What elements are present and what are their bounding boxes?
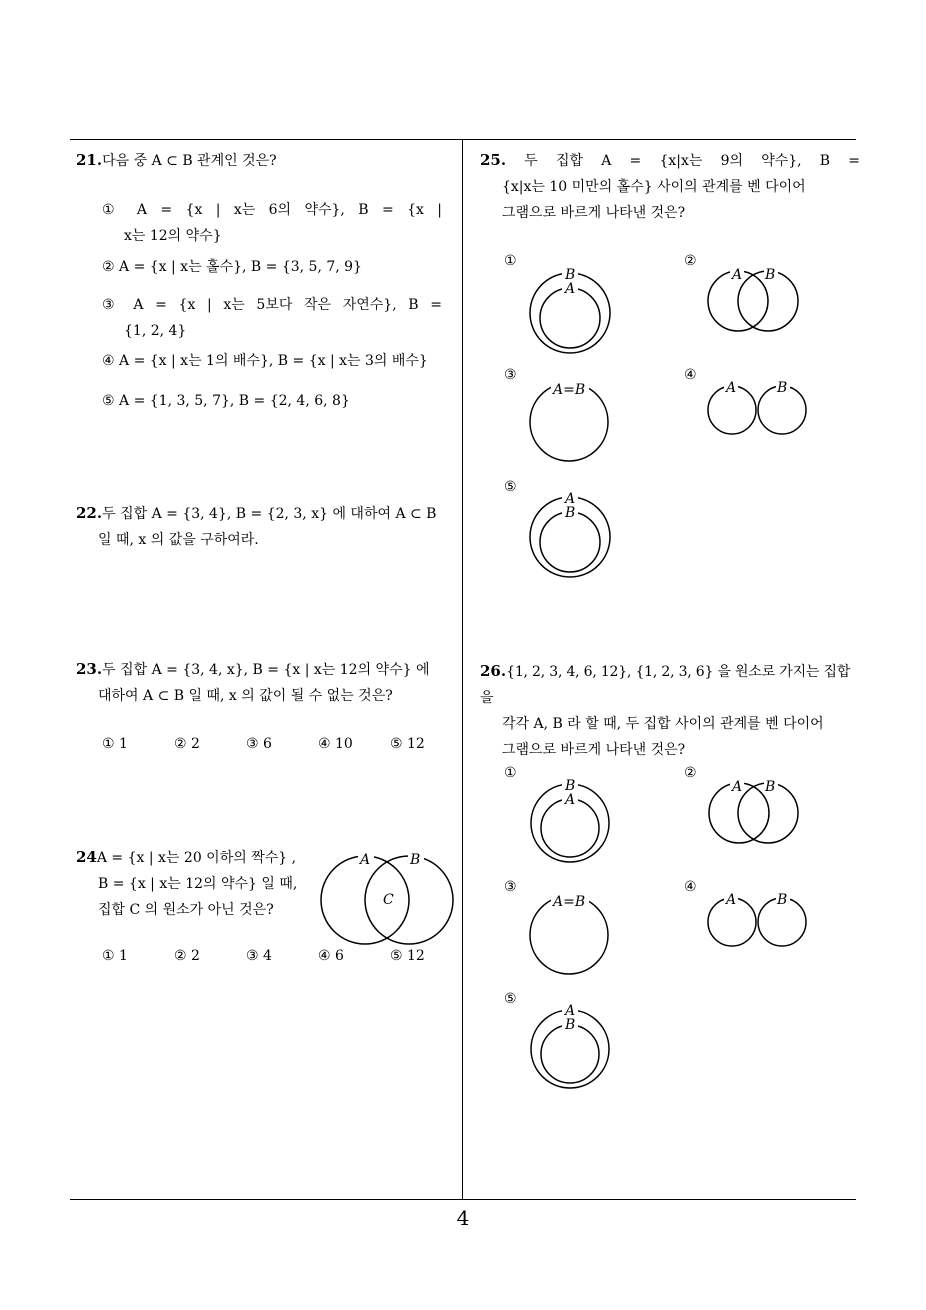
question-stem: 다음 중 A ⊂ B 관계인 것은? bbox=[102, 153, 277, 169]
venn-circle-inner bbox=[540, 288, 600, 348]
q25-option-3-mark[interactable]: ③ bbox=[504, 367, 517, 383]
question-line: 그램으로 바르게 나타낸 것은? bbox=[502, 742, 686, 758]
question-line: B = {x | x는 12의 약수} 일 때, bbox=[98, 876, 298, 892]
q25-option-4-mark[interactable]: ④ bbox=[684, 367, 697, 383]
q25-option-5-mark[interactable]: ⑤ bbox=[504, 479, 517, 495]
q21-option-4[interactable]: ④ A = {x | x는 1의 배수}, B = {x | x는 3의 배수} bbox=[102, 353, 428, 369]
q25-option-3-venn bbox=[525, 378, 621, 466]
venn-label-a: A bbox=[726, 380, 737, 396]
q26-option-3-mark[interactable]: ③ bbox=[504, 879, 517, 895]
option-line: ③ A = {x | x는 5보다 작은 자연수}, B = bbox=[102, 297, 442, 313]
question-line: 집합 C 의 원소가 아닌 것은? bbox=[98, 902, 274, 918]
question-line: 그램으로 바르게 나타낸 것은? bbox=[502, 205, 686, 221]
column-divider bbox=[462, 139, 463, 1200]
venn-label-outer: A bbox=[565, 1003, 576, 1019]
q21-option-3[interactable] bbox=[102, 292, 442, 344]
venn-label-inner: A bbox=[565, 792, 576, 808]
q21-option-2[interactable]: ② A = {x | x는 홀수}, B = {3, 5, 7, 9} bbox=[102, 259, 362, 275]
venn-label-inner: B bbox=[565, 1017, 576, 1033]
option-line: ① A = {x | x는 6의 약수}, B = {x | bbox=[102, 202, 442, 218]
venn-label-b: B bbox=[777, 380, 788, 396]
venn-circle-inner bbox=[541, 1025, 599, 1083]
question-line: {x|x는 10 미만의 홀수} 사이의 관계를 벤 다이어 bbox=[502, 179, 806, 195]
q23-choices bbox=[102, 736, 450, 752]
q25-option-4-venn bbox=[704, 376, 812, 440]
question-line: 두 집합 A = {x|x는 9의 약수}, B = bbox=[524, 153, 860, 169]
question-number: 25. bbox=[480, 151, 507, 169]
top-rule bbox=[70, 139, 856, 140]
option-line-cont: {1, 2, 4} bbox=[124, 323, 187, 339]
question-line: 대하여 A ⊂ B 일 때, x 의 값이 될 수 없는 것은? bbox=[98, 688, 393, 704]
q26-option-2-venn bbox=[704, 776, 804, 848]
venn-label-a: A bbox=[732, 779, 743, 795]
choice-3[interactable]: ③ 4 bbox=[246, 948, 272, 964]
q26-option-2-mark[interactable]: ② bbox=[684, 765, 697, 781]
choice-1[interactable]: ① 1 bbox=[102, 948, 128, 964]
option-line-cont: x는 12의 약수} bbox=[124, 228, 222, 244]
choice-3[interactable]: ③ 6 bbox=[246, 736, 272, 752]
venn-label-a: A bbox=[360, 852, 371, 868]
choice-2[interactable]: ② 2 bbox=[174, 948, 200, 964]
question-line: 두 집합 A = {3, 4, x}, B = {x | x는 12의 약수} 에 bbox=[102, 662, 430, 678]
venn-label-outer: B bbox=[565, 267, 576, 283]
question-number: 24 bbox=[76, 848, 97, 866]
q26-option-1-venn bbox=[525, 776, 621, 868]
q25-option-1-mark[interactable]: ① bbox=[504, 253, 517, 269]
choice-4[interactable]: ④ 10 bbox=[318, 736, 353, 752]
venn-label-b: B bbox=[777, 892, 788, 908]
venn-label-inner: B bbox=[565, 505, 576, 521]
choice-5[interactable]: ⑤ 12 bbox=[390, 736, 425, 752]
venn-circle-inner bbox=[540, 512, 600, 572]
question-line: 두 집합 A = {3, 4}, B = {2, 3, x} 에 대하여 A ⊂ B bbox=[102, 506, 437, 522]
q25-option-2-mark[interactable]: ② bbox=[684, 253, 697, 269]
question-26 bbox=[480, 658, 860, 763]
venn-label-a: A bbox=[726, 892, 737, 908]
q26-option-5-venn bbox=[525, 1002, 621, 1094]
q26-option-4-venn bbox=[704, 888, 812, 952]
q21-option-1[interactable] bbox=[102, 197, 442, 249]
choice-1[interactable]: ① 1 bbox=[102, 736, 128, 752]
venn-label-c: C bbox=[383, 892, 394, 908]
question-number: 23. bbox=[76, 660, 103, 678]
question-line: 각각 A, B 라 할 때, 두 집합 사이의 관계를 벤 다이어 bbox=[502, 716, 824, 732]
question-25 bbox=[480, 147, 860, 226]
question-number: 21. bbox=[76, 151, 103, 169]
venn-label-b: B bbox=[765, 267, 776, 283]
question-21 bbox=[76, 147, 456, 174]
venn-label-outer: B bbox=[565, 778, 576, 794]
venn-label-inner: A bbox=[565, 281, 576, 297]
question-line: 일 때, x 의 값을 구하여라. bbox=[98, 532, 259, 548]
question-24 bbox=[76, 844, 326, 923]
question-22 bbox=[76, 500, 456, 553]
question-23 bbox=[76, 656, 456, 709]
q26-option-4-mark[interactable]: ④ bbox=[684, 879, 697, 895]
q25-option-1-venn bbox=[525, 264, 621, 360]
question-number: 26. bbox=[480, 662, 507, 680]
venn-label-b: B bbox=[410, 852, 421, 868]
q24-choices bbox=[102, 948, 450, 964]
q26-option-3-venn bbox=[525, 890, 621, 978]
venn-label-outer: A bbox=[565, 491, 576, 507]
venn-label: A=B bbox=[553, 382, 586, 398]
choice-5[interactable]: ⑤ 12 bbox=[390, 948, 425, 964]
question-line: A = {x | x는 20 이하의 짝수} , bbox=[96, 850, 297, 866]
choice-4[interactable]: ④ 6 bbox=[318, 948, 344, 964]
choice-2[interactable]: ② 2 bbox=[174, 736, 200, 752]
venn-label: A=B bbox=[553, 894, 586, 910]
q25-option-2-venn bbox=[704, 264, 804, 336]
page-number: 4 bbox=[456, 1206, 470, 1230]
q26-option-1-mark[interactable]: ① bbox=[504, 765, 517, 781]
venn-label-a: A bbox=[732, 267, 743, 283]
bottom-rule bbox=[70, 1199, 856, 1200]
question-number: 22. bbox=[76, 504, 103, 522]
q26-option-5-mark[interactable]: ⑤ bbox=[504, 991, 517, 1007]
venn-label-b: B bbox=[765, 779, 776, 795]
q25-option-5-venn bbox=[525, 490, 621, 582]
q21-option-5[interactable]: ⑤ A = {1, 3, 5, 7}, B = {2, 4, 6, 8} bbox=[102, 393, 350, 409]
question-line: {1, 2, 3, 4, 6, 12}, {1, 2, 3, 6} 을 원소로 가지는 집합을 bbox=[480, 664, 851, 706]
q24-venn-diagram bbox=[322, 848, 462, 948]
